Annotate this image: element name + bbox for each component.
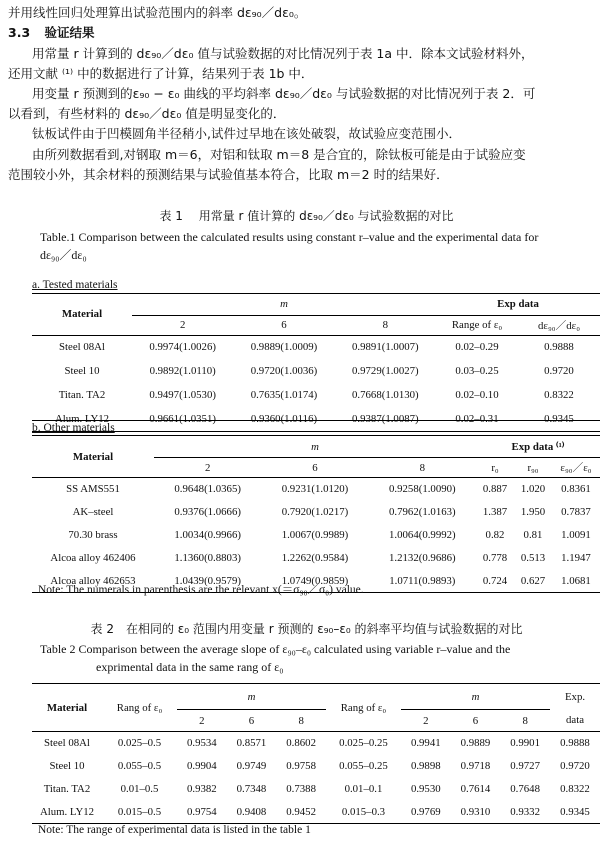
paragraph-line: 范围较小外，其余材料的预测结果与试验值基本符合，比取 m＝2 时的结果好． <box>8 167 449 182</box>
table-row <box>32 755 600 778</box>
table-row <box>32 359 600 383</box>
table-cell: 0.9891(1.0007) <box>352 341 419 354</box>
table-cell: 1.0091 <box>561 529 591 541</box>
table-header-m6: 6 <box>261 458 368 478</box>
section-heading <box>8 23 606 42</box>
table-row <box>32 801 600 824</box>
table-cell: 0.513 <box>520 552 546 564</box>
table-cell: Steel 10 <box>49 760 85 772</box>
table-cell: 0.9729(1.0027) <box>352 365 419 377</box>
paragraph-line: 由所列数据看到,对钢取 m＝6，对铝和钛取 m＝8 是合宜的，除钛板可能是由于试验应变 <box>32 147 526 162</box>
table-cell: Titan. TA2 <box>58 389 106 401</box>
table-header-r0: r₀ <box>476 458 514 478</box>
table-header-m2: 2 <box>154 458 261 478</box>
table-cell: 0.7388 <box>286 783 316 795</box>
table-cell: 0.778 <box>482 552 508 564</box>
table1a-section-label: a. Tested materials <box>32 279 118 292</box>
paragraph-line: 用常量 r 计算到的 dε₉₀／dε₀ 值与试验数据的对比情况列于表 1a 中．除本文试验材料外， <box>32 46 534 61</box>
section-number: 3.3 <box>8 25 31 40</box>
table-cell: 0.9904 <box>186 760 217 772</box>
table-cell: 0.627 <box>514 570 552 593</box>
table2-title-cn: 表 2 在相同的 ε₀ 范围内用变量 r 预测的 ε₉₀–ε₀ 的斜率平均值与试验数据的对比 <box>90 622 523 636</box>
table-header-exp: Exp. <box>550 684 600 710</box>
table-cell: 0.9345 <box>550 801 600 824</box>
table-cell: 0.7668(1.0130) <box>352 389 419 401</box>
table-cell: 0.03–0.25 <box>455 365 499 377</box>
table-cell: 0.8571 <box>236 737 267 750</box>
table-cell: 1.387 <box>482 506 508 518</box>
table-cell: 0.015–0.3 <box>326 801 401 824</box>
table-header-m8: 8 <box>500 710 550 732</box>
text-line: 并用线性回归处理算出试验范围内的斜率 dε₉₀／dε₀。 <box>8 5 307 20</box>
table-cell: 0.025–0.25 <box>339 737 388 750</box>
table-cell: 0.055–0.5 <box>117 760 162 772</box>
table-cell: 0.9758 <box>286 760 316 772</box>
table-cell: 1.0749(0.9859) <box>261 570 368 593</box>
table-cell: 0.81 <box>523 529 543 541</box>
table-header-m2: 2 <box>177 710 227 732</box>
table-cell: 0.9387(1.0087) <box>335 407 436 431</box>
table-row <box>32 732 600 755</box>
table-cell: Steel 10 <box>64 365 100 377</box>
table-cell: 70.30 brass <box>68 529 118 541</box>
table2 <box>32 683 600 824</box>
table-cell: Steel 08Al <box>44 737 90 750</box>
table-cell: Steel 08Al <box>59 341 105 354</box>
table-cell: 0.02–0.10 <box>455 389 499 401</box>
table1-title-en-cont: dε₉₀／dε₀ <box>40 248 87 262</box>
table-cell: 0.9534 <box>186 737 217 750</box>
table-cell: 0.8361 <box>561 483 591 496</box>
table2-title-en: Table 2 Comparison between the average slope of ε₉₀–ε₀ calculated using variable r–value and the <box>40 642 511 656</box>
table-cell: 0.9530 <box>410 783 441 795</box>
table-header-m: m <box>401 684 550 710</box>
table-cell: 0.9648(1.0365) <box>174 483 241 496</box>
table-header-exp: Exp data <box>436 293 600 315</box>
table-cell: 0.01–0.5 <box>120 783 159 795</box>
table-row <box>32 547 600 570</box>
table-cell: 0.9661(1.0351) <box>132 407 233 431</box>
table-header-range: Rang of ε₀ <box>326 684 401 732</box>
table-cell: 0.01–0.1 <box>344 783 383 795</box>
table-header-m2: 2 <box>132 315 233 335</box>
table-header-m6: 6 <box>233 315 334 335</box>
paragraph-line: 钛板试件由于凹模圆角半径稍小,试件过早地在该处破裂，故试验应变范围小． <box>32 126 461 141</box>
table-cell: 0.9889 <box>460 737 491 750</box>
table-cell: 0.7837 <box>561 506 591 518</box>
table-cell: 0.9332 <box>500 801 550 824</box>
table-cell: 1.950 <box>520 506 546 518</box>
table-row <box>32 383 600 407</box>
table-cell: 0.7962(1.0163) <box>389 506 456 518</box>
table-cell: 1.1360(0.8803) <box>174 552 241 564</box>
table-header-m6: 6 <box>227 710 277 732</box>
table-cell: Alcoa alloy 462406 <box>50 552 136 564</box>
table-header-range: Rang of ε₀ <box>102 684 177 732</box>
table-cell: Alcoa alloy 462653 <box>32 570 154 593</box>
table-cell: 0.9727 <box>510 760 540 772</box>
table-header-exp: Exp data ⁽¹⁾ <box>476 436 600 458</box>
table-cell: 0.9231(1.0120) <box>281 483 349 496</box>
table-cell: 0.9754 <box>177 801 227 824</box>
table-cell: 0.9360(1.0116) <box>233 407 334 431</box>
table1b-section-label: b. Other materials <box>32 421 600 436</box>
table-cell: 1.1947 <box>561 552 591 564</box>
table-header-m8: 8 <box>369 458 476 478</box>
table-header-m2: 2 <box>401 710 451 732</box>
table-cell: 1.2262(0.9584) <box>281 552 349 564</box>
table1-title-cn: 表 1 用常量 r 值计算的 dε₉₀／dε₀ 与试验数据的对比 <box>159 209 454 223</box>
table-cell: 0.82 <box>485 529 505 541</box>
table-cell: 0.9408 <box>227 801 277 824</box>
table-cell: 0.9720 <box>560 760 590 772</box>
table-cell: 1.0711(0.9893) <box>369 570 476 593</box>
table-header-slope: dε₉₀／dε₀ <box>518 315 600 335</box>
table-cell: 0.9720(1.0036) <box>250 365 318 377</box>
table-header-m8: 8 <box>335 315 436 335</box>
table-cell: 0.015–0.5 <box>102 801 177 824</box>
table-cell: 0.7648 <box>510 783 540 795</box>
table-cell: 0.9258(1.0090) <box>389 483 456 496</box>
table1-note: Note: The numerals in parenthesis are the relevant x(＝σ₉₀／σ₀) value. <box>38 584 364 596</box>
table-cell: 0.8602 <box>286 737 316 750</box>
table-cell: 0.9720 <box>544 365 574 377</box>
table-cell: 0.9898 <box>410 760 441 772</box>
table-header-m8: 8 <box>276 710 326 732</box>
table-cell: 0.9941 <box>410 737 441 750</box>
table-cell: 0.9889(1.0009) <box>250 341 318 354</box>
table-cell: 1.0067(0.9989) <box>281 529 349 541</box>
table-row <box>32 778 600 801</box>
table-cell: 0.9901 <box>510 737 540 750</box>
table-cell: 1.020 <box>520 483 546 496</box>
table-cell: 0.9769 <box>401 801 451 824</box>
section-title: 验证结果 <box>44 25 95 40</box>
table-cell: 0.02–0.29 <box>455 341 499 354</box>
table-cell: 0.8322 <box>560 783 590 795</box>
table-cell: 0.9382 <box>186 783 217 795</box>
table-cell: 0.887 <box>482 483 508 496</box>
table1b <box>32 420 600 593</box>
table-cell: 0.7348 <box>236 783 267 795</box>
table-cell: Alum. LY12 <box>32 407 132 431</box>
table-cell: 0.7920(1.0217) <box>281 506 349 518</box>
table-cell: 1.2132(0.9686) <box>389 552 456 564</box>
table-header-range: Range of ε₀ <box>436 315 518 335</box>
table-header-r90: r₉₀ <box>514 458 552 478</box>
table-cell: 0.025–0.5 <box>117 737 162 750</box>
table-cell: 1.0439(0.9579) <box>154 570 261 593</box>
table2-note: Note: The range of experimental data is listed in the table 1 <box>38 824 311 836</box>
table-row <box>32 335 600 359</box>
table-cell: 0.8322 <box>544 389 574 401</box>
table-cell: Alum. LY12 <box>32 801 102 824</box>
table2-title-en-cont: exprimental data in the same rang of ε₀ <box>96 660 284 674</box>
table-cell: AK–steel <box>72 506 114 518</box>
table-row <box>32 501 600 524</box>
table-cell: 0.9888 <box>544 341 574 354</box>
table-cell: 1.0034(0.9966) <box>174 529 241 541</box>
table-header-m: m <box>154 436 476 458</box>
table-header-material: Material <box>32 684 102 732</box>
table-cell: 0.9345 <box>518 407 600 431</box>
paragraph-line: 用变量 r 预测到的ε₉₀ − ε₀ 曲线的平均斜率 dε₉₀／dε₀ 与试验数据的对比情况列于表 2．可 <box>32 86 536 101</box>
table-cell: 0.9974(1.0026) <box>149 341 216 354</box>
table-cell: 0.9376(1.0666) <box>174 506 241 518</box>
table-cell: 0.9888 <box>560 737 590 750</box>
table-row <box>32 524 600 547</box>
table-cell: 0.9892(1.0110) <box>149 365 216 377</box>
table-cell: 0.724 <box>476 570 514 593</box>
table-cell: 0.9718 <box>460 760 491 772</box>
table-cell: 0.9452 <box>276 801 326 824</box>
paragraph-line: 还用文献 ⁽¹⁾ 中的数据进行了计算，结果列于表 1b 中． <box>8 66 314 81</box>
table-cell: 0.7614 <box>460 783 491 795</box>
table1a <box>32 278 600 432</box>
table1-title-en: Table.1 Comparison between the calculated results using constant r–value and the experimental data for <box>40 230 539 244</box>
table-header-m6: 6 <box>451 710 501 732</box>
table-cell: 0.7635(1.0174) <box>250 389 318 401</box>
table-header-material: Material <box>32 436 154 478</box>
table-cell: 0.055–0.25 <box>339 760 388 772</box>
table-cell: 0.9497(1.0530) <box>149 389 216 401</box>
table-cell: 1.0064(0.9992) <box>389 529 456 541</box>
paragraph-line: 以看到，有些材料的 dε₉₀／dε₀ 值是明显变化的． <box>8 106 286 121</box>
table-header-exp-data: data <box>550 710 600 732</box>
table-header-eps: ε₉₀／ε₀ <box>552 458 600 478</box>
table-cell: 1.0681 <box>552 570 600 593</box>
table-cell: 0.9749 <box>236 760 267 772</box>
table-header-m: m <box>177 684 326 710</box>
table-header-material: Material <box>32 293 132 335</box>
table-row <box>32 478 600 501</box>
table-cell: 0.02–0.31 <box>436 407 518 431</box>
table-header-m: m <box>132 293 436 315</box>
table-cell: SS AMS551 <box>66 483 120 496</box>
table-cell: 0.9310 <box>451 801 501 824</box>
table-cell: Titan. TA2 <box>43 783 91 795</box>
